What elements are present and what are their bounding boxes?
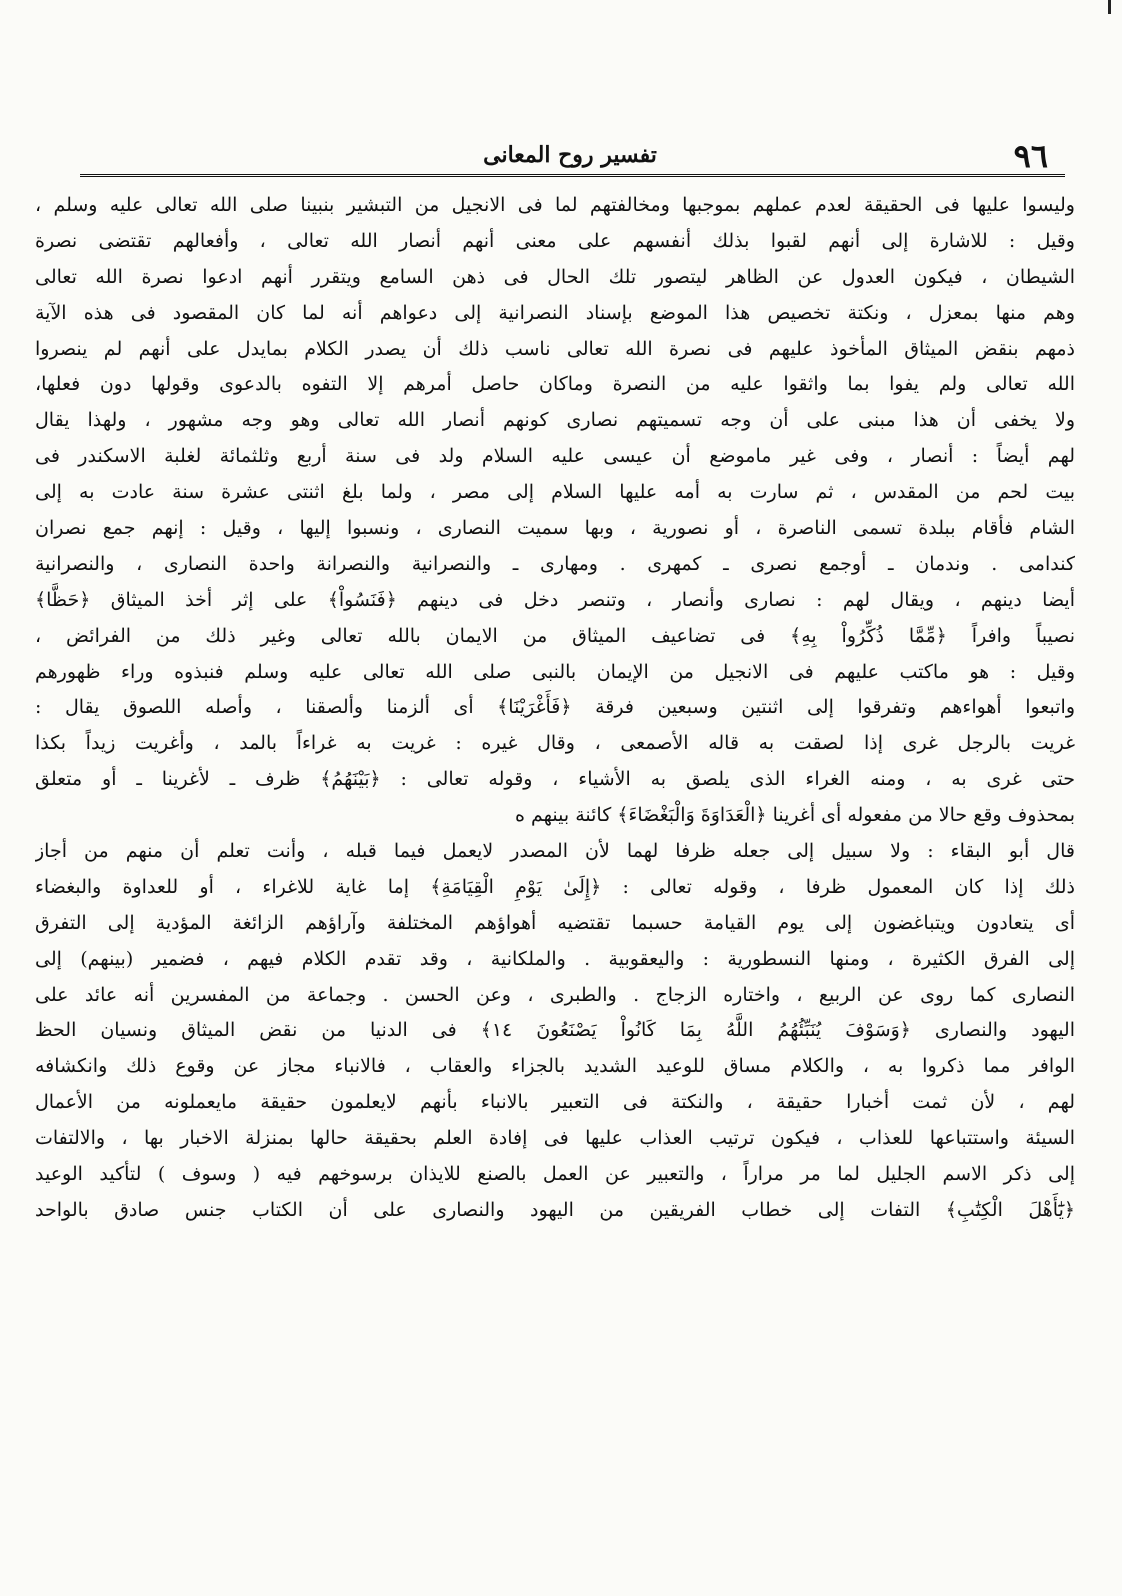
text-line: وقيل : هو ماكتب عليهم فى الانجيل من الإيمان بالنبى صلى الله تعالى عليه وسلم فنبذوه وراء ظهورهم — [35, 660, 1075, 683]
text-line: حتى غرى به ، ومنه الغراء الذى يلصق به الأشياء ، وقوله تعالى : ﴿بَيْنَهُمُ﴾ ظرف ـ لأغرينا ـ أو متعلق — [35, 768, 1075, 791]
text-line: السيئة واستتباعها للعذاب ، فيكون ترتيب العذاب عليها فى إفادة العلم بحقيقة حالها بمنزلة الاخبار بها ، والالتفات — [35, 1127, 1075, 1150]
header-rule — [80, 174, 1065, 177]
text-line: لهم ، لأن ثمت أخبارا حقيقة ، والنكتة فى التعبير بالانباء بأنهم لايعلمون حقيقة مايعملونه من الأعمال — [35, 1091, 1075, 1114]
text-line: إلى ذكر الاسم الجليل لما مر مراراً ، والتعبير عن العمل بالصنع للايذان برسوخهم فيه ( وسوف ) لتأكيد الوعيد — [35, 1163, 1075, 1186]
text-line: ﴿يَٰٓأَهْلَ الْكِتَٰبِ﴾ التفات إلى خطاب الفريقين من اليهود والنصارى على أن الكتاب جنس صادق بالواحد — [35, 1198, 1075, 1221]
text-line: قال أبو البقاء : ولا سبيل إلى جعله ظرفا لهما لأن المصدر لايعمل فيما قبله ، وأنت تعلم أن منهم من أجاز — [35, 840, 1075, 863]
text-line: الوافر مما ذكروا به ، والكلام مساق للوعيد الشديد بالجزاء والعقاب ، فالانباء مجاز عن وقوع ذلك وانكشافه — [35, 1055, 1075, 1078]
text-line: أى يتعادون ويتباغضون إلى يوم القيامة حسبما تقتضيه أهواؤهم المختلفة وآراؤهم الزائغة المؤدية إلى التفرق — [35, 911, 1075, 934]
text-line: ذلك إذا كان المعمول ظرفا ، وقوله تعالى : ﴿إِلَىٰ يَوْمِ الْقِيَامَةِ﴾ إما غاية للاغراء ، أو للعداوة والبغضاء — [35, 875, 1075, 898]
text-line: لهم أيضاً : أنصار ، وفى غير ماموضع أن عيسى عليه السلام ولد فى سنة أربع وثلثمائة لغلبة الاسكندر فى — [35, 445, 1075, 468]
text-line: وهم منها بمعزل ، ونكتة تخصيص هذا الموضع بإسناد النصرانية إلى دعواهم أنه لما كان المقصود فى هذه الآية — [35, 301, 1075, 324]
page-number: ٩٦ — [1013, 137, 1048, 175]
text-line: النصارى كما روى عن الربيع ، واختاره الزجاج . والطبرى ، وعن الحسن . وجماعة من المفسرين أنه عائد على — [35, 983, 1075, 1006]
text-line: بيت لحم من المقدس ، ثم سارت به أمه عليها السلام إلى مصر ، ولما بلغ اثنتى عشرة سنة عادت به إلى — [35, 481, 1075, 504]
text-line: الشيطان ، فيكون العدول عن الظاهر ليتصور تلك الحال فى ذهن السامع ويتقرر أنهم ادعوا نصرة الله تعالى — [35, 265, 1075, 288]
text-line: واتبعوا أهواءهم وتفرقوا إلى اثنتين وسبعين فرقة ﴿فَأَغْرَيْنَا﴾ أى ألزمنا وألصقنا ، وأصله اللصوق يقال : — [35, 696, 1075, 719]
text-line: ولا يخفى أن هذا مبنى على أن وجه تسميتهم نصارى كونهم أنصار الله تعالى وهو وجه مشهور ، ولهذا يقال — [35, 409, 1075, 432]
text-line: بمحذوف وقع حالا من مفعوله أى أغرينا ﴿الْعَدَاوَةَ وَالْبَغْضَاءَ﴾ كائنة بينهم ه — [515, 804, 1075, 827]
text-line: وليسوا عليها فى الحقيقة لعدم عملهم بموجبها ومخالفتهم لما فى الانجيل من التبشير بنبينا صلى الله تعالى عليه وسلم ، — [35, 194, 1075, 216]
text-line: غريت بالرجل غرى إذا لصقت به قاله الأصمعى ، وقال غيره : غريت به غراءاً بالمد ، وأغريت زيداً بكذا — [35, 732, 1075, 755]
body-text — [35, 188, 1075, 1229]
text-line: وقيل : للاشارة إلى أنهم لقبوا بذلك أنفسهم على معنى أنهم أنصار الله تعالى ، وأفعالهم تقتضى نصرة — [35, 229, 1075, 252]
text-line: أيضا دينهم ، ويقال لهم : نصارى وأنصار ، وتنصر دخل فى دينهم ﴿فَنَسُواْ﴾ على إثر أخذ الميثاق ﴿حَظًّا﴾ — [35, 588, 1075, 611]
text-line: نصيباً وافراً ﴿مِّمَّا ذُكِّرُواْ بِهِ﴾ فى تضاعيف الميثاق من الايمان بالله تعالى وغير ذلك من الفرائض ، — [35, 624, 1075, 647]
text-line: كندامى . وندمان ـ أوجمع نصرى ـ كمهرى . ومهارى ـ والنصرانية والنصرانة واحدة النصارى ، والنصرانية — [35, 552, 1075, 575]
scan-mark — [1108, 0, 1111, 14]
text-line: إلى الفرق الكثيرة ، ومنها النسطورية : واليعقوبية . والملكانية ، وقد تقدم الكلام فيهم ، فضمير (بينهم) إلى — [35, 947, 1075, 970]
page-header — [70, 132, 1060, 178]
text-line: الشام فأقام ببلدة تسمى الناصرة ، أو نصورية ، وبها سميت النصارى ، ونسبوا إليها ، وقيل : إنهم جمع نصران — [35, 517, 1075, 540]
text-line: اليهود والنصارى ﴿وَسَوْفَ يُنَبِّئُهُمُ اللَّهُ بِمَا كَانُواْ يَصْنَعُونَ ١٤﴾ فى الدنيا من نقض الميثاق ونسيان الحظ — [35, 1019, 1075, 1042]
text-line: الله تعالى ولم يفوا بما واثقوا عليه من النصرة وماكان حاصل أمرهم إلا التفوه بالدعوى وقولها دون فعلها، — [35, 373, 1075, 396]
running-title: تفسير روح المعانى — [483, 142, 657, 168]
text-line: ذمهم بنقض الميثاق المأخوذ عليهم فى نصرة الله تعالى ناسب ذلك أن يصدر الكلام بمايدل على أنهم لم ينصروا — [35, 337, 1075, 360]
